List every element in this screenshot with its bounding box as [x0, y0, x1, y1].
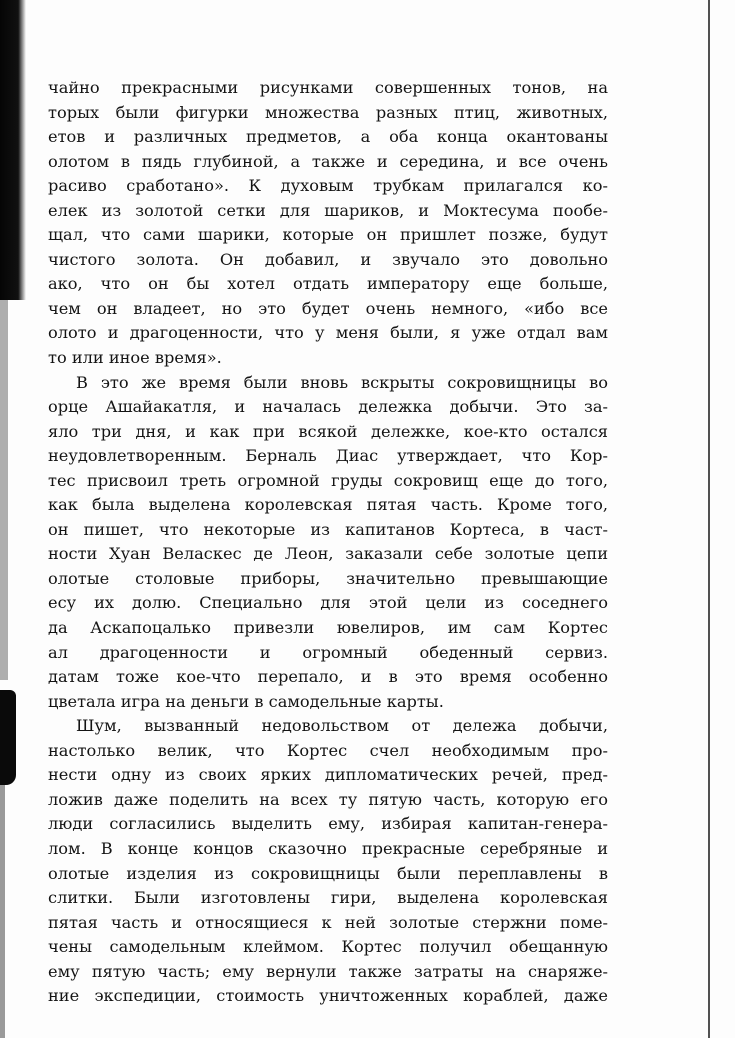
text-line: да Аскапоцалько привезли ювелиров, им сам Кортес	[48, 618, 608, 638]
text-line: неудовлетворенным. Берналь Диас утверждает, что Кор-	[48, 446, 608, 466]
text-line: елек из золотой сетки для шариков, и Моктесума пообе-	[48, 200, 608, 220]
text-line: щал, что сами шарики, которые он пришлет позже, будут	[48, 225, 608, 245]
text-line: етов и различных предметов, а оба конца окантованы	[48, 127, 608, 147]
binding-shadow-bottom	[0, 785, 5, 1038]
text-line: ности Хуан Веласкес де Леон, заказали себе золотые цепи	[48, 544, 608, 564]
text-line: чем он владеет, но это будет очень немного, «ибо все	[48, 298, 608, 318]
body-text	[48, 76, 608, 1009]
text-line: чайно прекрасными рисунками совершенных тонов, на	[48, 78, 608, 97]
text-line: Шум, вызванный недовольством от дележа добычи,	[76, 716, 608, 736]
text-line: тес присвоил треть огромной груды сокровищ еще до того,	[48, 470, 608, 490]
text-line: ложив даже поделить на всех ту пятую часть, которую его	[48, 789, 608, 809]
binding-shadow	[0, 0, 26, 300]
text-line: расиво сработано». К духовым трубкам прилагался ко-	[48, 176, 608, 196]
text-line: слитки. Были изготовлены гири, выделена королевская	[48, 888, 608, 908]
text-line: ние экспедиции, стоимость уничтоженных кораблей, даже	[48, 986, 608, 1006]
text-line: он пишет, что некоторые из капитанов Кортеса, в част-	[48, 519, 608, 539]
text-line: ал драгоценности и огромный обеденный сервиз.	[48, 642, 608, 662]
text-line: люди согласились выделить ему, избирая капитан-генера-	[48, 814, 608, 834]
text-line: то или иное время».	[48, 348, 222, 368]
text-line: настолько велик, что Кортес счел необходимым про-	[48, 740, 608, 760]
text-line: ему пятую часть; ему вернули также затраты на снаряже-	[48, 961, 608, 981]
text-line: торых были фигурки множества разных птиц, животных,	[48, 102, 608, 122]
text-line: олото и драгоценности, что у меня были, я уже отдал вам	[48, 323, 608, 343]
scan-edge-line	[708, 0, 710, 1038]
binding-shadow-faint	[0, 300, 8, 680]
text-line: орце Ашайакатля, и началась дележка добычи. Это за-	[48, 397, 608, 417]
text-line: олотые изделия из сокровищницы были переплавлены в	[48, 863, 608, 883]
text-line: есу их долю. Специально для этой цели из соседнего	[48, 593, 608, 613]
text-line: пятая часть и относящиеся к ней золотые стержни поме-	[48, 912, 608, 932]
text-line: В это же время были вновь вскрыты сокровищницы во	[76, 372, 608, 392]
text-line: лом. В конце концов сказочно прекрасные серебряные и	[48, 838, 608, 858]
text-line: ако, что он бы хотел отдать императору еще больше,	[48, 274, 608, 294]
text-line: нести одну из своих ярких дипломатических речей, пред-	[48, 765, 608, 785]
text-line: олотые столовые приборы, значительно превышающие	[48, 568, 608, 588]
text-line: как была выделена королевская пятая часть. Кроме того,	[48, 495, 608, 515]
text-line: яло три дня, и как при всякой дележке, кое-кто остался	[48, 421, 608, 441]
text-line: чены самодельным клеймом. Кортес получил обещанную	[48, 937, 608, 957]
text-line: чистого золота. Он добавил, и звучало это довольно	[48, 249, 608, 269]
binding-shadow-blot	[0, 690, 16, 785]
text-line: олотом в пядь глубиной, а также и середина, и все очень	[48, 151, 608, 171]
text-line: датам тоже кое-что перепало, и в это время особенно	[48, 667, 608, 687]
text-line: цветала игра на деньги в самодельные карты.	[48, 691, 444, 711]
